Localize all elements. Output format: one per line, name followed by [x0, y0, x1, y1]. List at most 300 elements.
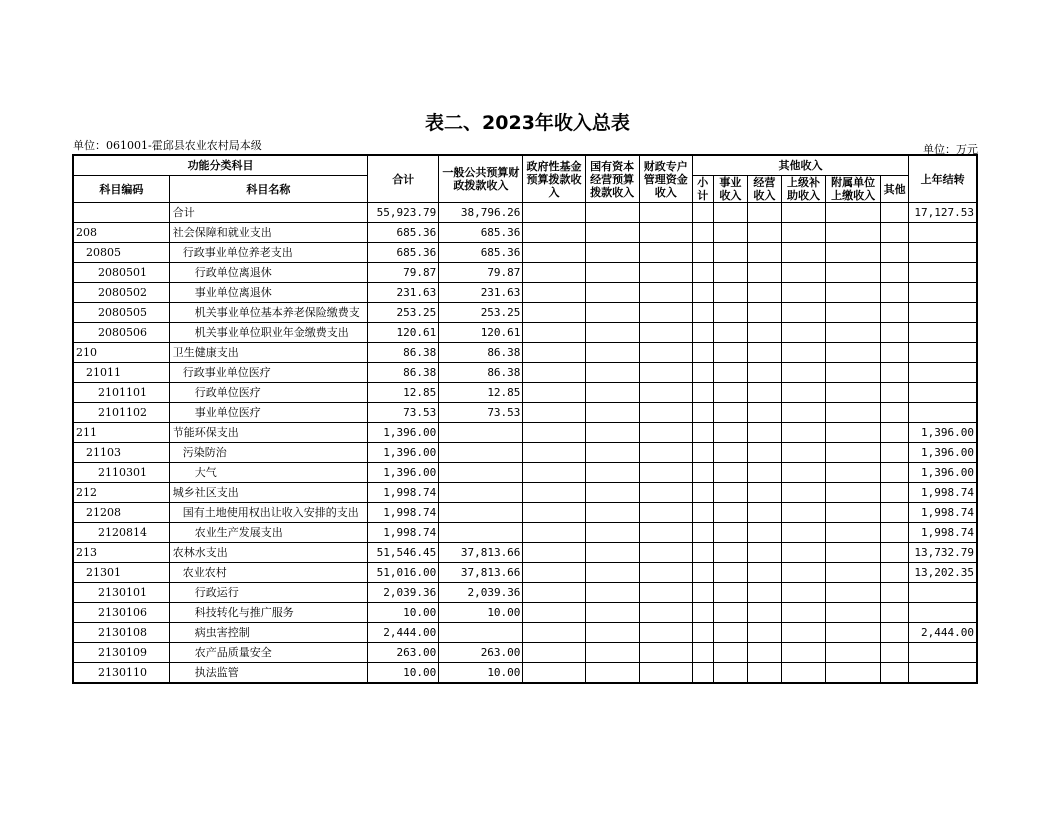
- cell-superior-subsidy: [781, 323, 825, 343]
- cell-other: [881, 643, 909, 663]
- cell-business: [713, 483, 747, 503]
- cell-gov-fund: [523, 303, 585, 323]
- cell-code: 2130106: [73, 603, 169, 623]
- table-row: [73, 423, 977, 443]
- cell-affiliated: [826, 203, 881, 223]
- cell-state-capital: [585, 663, 639, 684]
- cell-subtotal: [692, 203, 713, 223]
- cell-business: [713, 403, 747, 423]
- cell-gov-fund: [523, 323, 585, 343]
- cell-other: [881, 603, 909, 623]
- cell-business: [713, 603, 747, 623]
- table-row: [73, 243, 977, 263]
- cell-general: [439, 623, 523, 643]
- cell-superior-subsidy: [781, 523, 825, 543]
- cell-code: [73, 203, 169, 223]
- cell-affiliated: [826, 363, 881, 383]
- unit-label-right: 单位：万元: [923, 143, 978, 156]
- table-row: [73, 503, 977, 523]
- cell-business: [713, 243, 747, 263]
- cell-carryover: 1,998.74: [909, 503, 977, 523]
- cell-other: [881, 483, 909, 503]
- cell-state-capital: [585, 443, 639, 463]
- cell-name: 节能环保支出: [169, 423, 367, 443]
- cell-name: 农业农村: [169, 563, 367, 583]
- cell-business: [713, 223, 747, 243]
- cell-fiscal-special: [639, 203, 692, 223]
- cell-other: [881, 623, 909, 643]
- cell-affiliated: [826, 483, 881, 503]
- cell-affiliated: [826, 283, 881, 303]
- cell-superior-subsidy: [781, 663, 825, 684]
- cell-business: [713, 343, 747, 363]
- cell-state-capital: [585, 363, 639, 383]
- cell-affiliated: [826, 403, 881, 423]
- cell-state-capital: [585, 223, 639, 243]
- cell-superior-subsidy: [781, 423, 825, 443]
- header-operating: 经营收入: [747, 176, 781, 203]
- cell-affiliated: [826, 423, 881, 443]
- cell-business: [713, 583, 747, 603]
- cell-fiscal-special: [639, 443, 692, 463]
- cell-business: [713, 203, 747, 223]
- cell-name: 行政运行: [169, 583, 367, 603]
- cell-state-capital: [585, 343, 639, 363]
- cell-gov-fund: [523, 523, 585, 543]
- cell-carryover: 1,998.74: [909, 523, 977, 543]
- cell-superior-subsidy: [781, 223, 825, 243]
- cell-gov-fund: [523, 383, 585, 403]
- cell-name: 合计: [169, 203, 367, 223]
- cell-subtotal: [692, 263, 713, 283]
- cell-subtotal: [692, 643, 713, 663]
- cell-name: 农业生产发展支出: [169, 523, 367, 543]
- cell-general: 38,796.26: [439, 203, 523, 223]
- cell-code: 212: [73, 483, 169, 503]
- table-row: [73, 303, 977, 323]
- table-row: [73, 523, 977, 543]
- cell-fiscal-special: [639, 243, 692, 263]
- cell-code: 210: [73, 343, 169, 363]
- cell-other: [881, 543, 909, 563]
- cell-superior-subsidy: [781, 503, 825, 523]
- header-state-capital: 国有资本经营预算拨款收入: [585, 155, 639, 203]
- cell-other: [881, 203, 909, 223]
- cell-other: [881, 503, 909, 523]
- cell-business: [713, 563, 747, 583]
- cell-code: 213: [73, 543, 169, 563]
- cell-total: 10.00: [368, 663, 439, 684]
- cell-business: [713, 503, 747, 523]
- cell-affiliated: [826, 383, 881, 403]
- cell-operating: [747, 363, 781, 383]
- cell-superior-subsidy: [781, 623, 825, 643]
- cell-affiliated: [826, 323, 881, 343]
- cell-gov-fund: [523, 463, 585, 483]
- cell-general: 253.25: [439, 303, 523, 323]
- cell-gov-fund: [523, 263, 585, 283]
- cell-superior-subsidy: [781, 383, 825, 403]
- cell-operating: [747, 423, 781, 443]
- cell-gov-fund: [523, 443, 585, 463]
- cell-operating: [747, 223, 781, 243]
- cell-operating: [747, 443, 781, 463]
- cell-other: [881, 243, 909, 263]
- cell-superior-subsidy: [781, 463, 825, 483]
- header-name: 科目名称: [169, 176, 367, 203]
- cell-operating: [747, 403, 781, 423]
- cell-subtotal: [692, 223, 713, 243]
- cell-superior-subsidy: [781, 243, 825, 263]
- cell-gov-fund: [523, 663, 585, 684]
- cell-code: 2110301: [73, 463, 169, 483]
- cell-superior-subsidy: [781, 563, 825, 583]
- cell-gov-fund: [523, 283, 585, 303]
- cell-code: 2130101: [73, 583, 169, 603]
- table-row: [73, 323, 977, 343]
- cell-total: 2,039.36: [368, 583, 439, 603]
- cell-other: [881, 283, 909, 303]
- cell-fiscal-special: [639, 303, 692, 323]
- cell-superior-subsidy: [781, 283, 825, 303]
- cell-subtotal: [692, 443, 713, 463]
- cell-name: 大气: [169, 463, 367, 483]
- cell-code: 21208: [73, 503, 169, 523]
- cell-other: [881, 323, 909, 343]
- cell-affiliated: [826, 523, 881, 543]
- cell-superior-subsidy: [781, 203, 825, 223]
- cell-name: 农林水支出: [169, 543, 367, 563]
- cell-state-capital: [585, 263, 639, 283]
- cell-affiliated: [826, 563, 881, 583]
- cell-operating: [747, 563, 781, 583]
- cell-business: [713, 423, 747, 443]
- cell-fiscal-special: [639, 403, 692, 423]
- table-row: [73, 443, 977, 463]
- cell-business: [713, 323, 747, 343]
- cell-state-capital: [585, 483, 639, 503]
- cell-superior-subsidy: [781, 583, 825, 603]
- cell-subtotal: [692, 323, 713, 343]
- table-row: [73, 263, 977, 283]
- cell-state-capital: [585, 543, 639, 563]
- cell-name: 国有土地使用权出让收入安排的支出: [169, 503, 367, 523]
- cell-general: 231.63: [439, 283, 523, 303]
- cell-total: 2,444.00: [368, 623, 439, 643]
- cell-code: 21301: [73, 563, 169, 583]
- cell-subtotal: [692, 403, 713, 423]
- cell-general: [439, 523, 523, 543]
- table-row: [73, 603, 977, 623]
- cell-general: 685.36: [439, 243, 523, 263]
- cell-other: [881, 383, 909, 403]
- cell-carryover: [909, 243, 977, 263]
- cell-business: [713, 623, 747, 643]
- cell-operating: [747, 243, 781, 263]
- cell-business: [713, 443, 747, 463]
- cell-other: [881, 223, 909, 243]
- cell-other: [881, 523, 909, 543]
- cell-general: 10.00: [439, 663, 523, 684]
- cell-fiscal-special: [639, 543, 692, 563]
- cell-business: [713, 303, 747, 323]
- cell-operating: [747, 643, 781, 663]
- cell-name: 执法监管: [169, 663, 367, 684]
- cell-general: 37,813.66: [439, 563, 523, 583]
- cell-name: 农产品质量安全: [169, 643, 367, 663]
- cell-code: 2080505: [73, 303, 169, 323]
- cell-subtotal: [692, 583, 713, 603]
- page-title: 表二、2023年收入总表: [425, 112, 630, 134]
- cell-general: 12.85: [439, 383, 523, 403]
- cell-code: 2080501: [73, 263, 169, 283]
- cell-name: 行政事业单位医疗: [169, 363, 367, 383]
- cell-general: 685.36: [439, 223, 523, 243]
- header-func-class: 功能分类科目: [73, 155, 368, 176]
- table-row: [73, 363, 977, 383]
- cell-superior-subsidy: [781, 603, 825, 623]
- cell-code: 2120814: [73, 523, 169, 543]
- cell-fiscal-special: [639, 663, 692, 684]
- cell-operating: [747, 543, 781, 563]
- cell-subtotal: [692, 423, 713, 443]
- cell-code: 2130109: [73, 643, 169, 663]
- cell-business: [713, 523, 747, 543]
- cell-carryover: 1,396.00: [909, 463, 977, 483]
- cell-general: [439, 503, 523, 523]
- cell-fiscal-special: [639, 603, 692, 623]
- cell-total: 51,546.45: [368, 543, 439, 563]
- cell-gov-fund: [523, 403, 585, 423]
- cell-business: [713, 663, 747, 684]
- table-row: [73, 203, 977, 223]
- cell-subtotal: [692, 563, 713, 583]
- cell-superior-subsidy: [781, 443, 825, 463]
- cell-code: 20805: [73, 243, 169, 263]
- header-other-income: 其他收入: [692, 155, 908, 176]
- cell-carryover: 1,396.00: [909, 423, 977, 443]
- cell-fiscal-special: [639, 383, 692, 403]
- cell-general: 86.38: [439, 343, 523, 363]
- cell-superior-subsidy: [781, 643, 825, 663]
- cell-business: [713, 383, 747, 403]
- table-row: [73, 283, 977, 303]
- cell-subtotal: [692, 623, 713, 643]
- cell-total: 79.87: [368, 263, 439, 283]
- cell-other: [881, 443, 909, 463]
- cell-subtotal: [692, 543, 713, 563]
- cell-other: [881, 303, 909, 323]
- cell-carryover: 1,396.00: [909, 443, 977, 463]
- cell-subtotal: [692, 663, 713, 684]
- cell-fiscal-special: [639, 483, 692, 503]
- cell-carryover: [909, 363, 977, 383]
- cell-carryover: [909, 223, 977, 243]
- cell-affiliated: [826, 263, 881, 283]
- header-superior-subsidy: 上级补助收入: [781, 176, 825, 203]
- cell-total: 86.38: [368, 363, 439, 383]
- cell-code: 21103: [73, 443, 169, 463]
- table-row: [73, 643, 977, 663]
- cell-total: 12.85: [368, 383, 439, 403]
- cell-state-capital: [585, 203, 639, 223]
- cell-general: [439, 423, 523, 443]
- cell-carryover: [909, 603, 977, 623]
- cell-state-capital: [585, 523, 639, 543]
- cell-other: [881, 403, 909, 423]
- cell-code: 2101102: [73, 403, 169, 423]
- cell-carryover: 13,202.35: [909, 563, 977, 583]
- cell-name: 污染防治: [169, 443, 367, 463]
- header-other: 其他: [881, 176, 909, 203]
- table-row: [73, 543, 977, 563]
- header-business: 事业收入: [713, 176, 747, 203]
- cell-superior-subsidy: [781, 363, 825, 383]
- cell-gov-fund: [523, 623, 585, 643]
- cell-total: 1,998.74: [368, 523, 439, 543]
- cell-operating: [747, 623, 781, 643]
- cell-affiliated: [826, 503, 881, 523]
- cell-affiliated: [826, 303, 881, 323]
- cell-state-capital: [585, 603, 639, 623]
- cell-operating: [747, 283, 781, 303]
- table-row: [73, 483, 977, 503]
- cell-name: 行政单位离退休: [169, 263, 367, 283]
- table-row: [73, 623, 977, 643]
- cell-general: 263.00: [439, 643, 523, 663]
- cell-name: 城乡社区支出: [169, 483, 367, 503]
- cell-code: 2080502: [73, 283, 169, 303]
- cell-total: 51,016.00: [368, 563, 439, 583]
- cell-subtotal: [692, 603, 713, 623]
- cell-business: [713, 463, 747, 483]
- cell-carryover: [909, 643, 977, 663]
- cell-gov-fund: [523, 563, 585, 583]
- cell-gov-fund: [523, 503, 585, 523]
- cell-gov-fund: [523, 583, 585, 603]
- cell-state-capital: [585, 283, 639, 303]
- header-subtotal: 小计: [692, 176, 713, 203]
- cell-operating: [747, 463, 781, 483]
- cell-state-capital: [585, 563, 639, 583]
- header-affiliated: 附属单位上缴收入: [826, 176, 881, 203]
- cell-carryover: [909, 663, 977, 684]
- income-summary-table: [72, 154, 978, 684]
- cell-fiscal-special: [639, 583, 692, 603]
- cell-other: [881, 563, 909, 583]
- cell-fiscal-special: [639, 343, 692, 363]
- cell-total: 1,396.00: [368, 443, 439, 463]
- cell-code: 2101101: [73, 383, 169, 403]
- cell-code: 211: [73, 423, 169, 443]
- cell-fiscal-special: [639, 423, 692, 443]
- cell-total: 1,998.74: [368, 483, 439, 503]
- cell-other: [881, 343, 909, 363]
- header-fiscal-special: 财政专户管理资金收入: [639, 155, 692, 203]
- cell-operating: [747, 203, 781, 223]
- cell-carryover: [909, 403, 977, 423]
- cell-carryover: 13,732.79: [909, 543, 977, 563]
- cell-affiliated: [826, 343, 881, 363]
- cell-affiliated: [826, 643, 881, 663]
- cell-operating: [747, 303, 781, 323]
- cell-gov-fund: [523, 483, 585, 503]
- cell-name: 机关事业单位职业年金缴费支出: [169, 323, 367, 343]
- cell-state-capital: [585, 423, 639, 443]
- table-row: [73, 563, 977, 583]
- cell-fiscal-special: [639, 503, 692, 523]
- cell-name: 机关事业单位基本养老保险缴费支: [169, 303, 367, 323]
- cell-fiscal-special: [639, 523, 692, 543]
- cell-total: 1,396.00: [368, 423, 439, 443]
- cell-operating: [747, 343, 781, 363]
- cell-gov-fund: [523, 603, 585, 623]
- cell-total: 1,396.00: [368, 463, 439, 483]
- cell-state-capital: [585, 623, 639, 643]
- cell-gov-fund: [523, 543, 585, 563]
- table-row: [73, 663, 977, 684]
- cell-code: 2130108: [73, 623, 169, 643]
- cell-superior-subsidy: [781, 303, 825, 323]
- cell-affiliated: [826, 623, 881, 643]
- cell-carryover: [909, 303, 977, 323]
- cell-carryover: 2,444.00: [909, 623, 977, 643]
- cell-operating: [747, 523, 781, 543]
- cell-operating: [747, 483, 781, 503]
- cell-total: 73.53: [368, 403, 439, 423]
- cell-fiscal-special: [639, 363, 692, 383]
- cell-fiscal-special: [639, 263, 692, 283]
- cell-code: 2130110: [73, 663, 169, 684]
- cell-superior-subsidy: [781, 543, 825, 563]
- cell-total: 685.36: [368, 243, 439, 263]
- cell-fiscal-special: [639, 223, 692, 243]
- cell-fiscal-special: [639, 563, 692, 583]
- cell-fiscal-special: [639, 463, 692, 483]
- cell-name: 行政事业单位养老支出: [169, 243, 367, 263]
- cell-fiscal-special: [639, 283, 692, 303]
- cell-business: [713, 363, 747, 383]
- cell-business: [713, 263, 747, 283]
- cell-carryover: [909, 323, 977, 343]
- cell-affiliated: [826, 583, 881, 603]
- cell-affiliated: [826, 663, 881, 684]
- cell-superior-subsidy: [781, 483, 825, 503]
- cell-total: 231.63: [368, 283, 439, 303]
- cell-subtotal: [692, 463, 713, 483]
- cell-affiliated: [826, 443, 881, 463]
- cell-carryover: 1,998.74: [909, 483, 977, 503]
- cell-total: 263.00: [368, 643, 439, 663]
- cell-name: 科技转化与推广服务: [169, 603, 367, 623]
- cell-gov-fund: [523, 363, 585, 383]
- table-row: [73, 403, 977, 423]
- cell-state-capital: [585, 303, 639, 323]
- cell-state-capital: [585, 643, 639, 663]
- cell-code: 21011: [73, 363, 169, 383]
- header-carryover: 上年结转: [909, 155, 977, 203]
- header-code: 科目编码: [73, 176, 169, 203]
- cell-fiscal-special: [639, 643, 692, 663]
- cell-affiliated: [826, 223, 881, 243]
- cell-affiliated: [826, 543, 881, 563]
- cell-other: [881, 263, 909, 283]
- header-gov-fund: 政府性基金预算拨款收入: [523, 155, 585, 203]
- cell-affiliated: [826, 463, 881, 483]
- cell-subtotal: [692, 303, 713, 323]
- cell-operating: [747, 323, 781, 343]
- cell-name: 行政单位医疗: [169, 383, 367, 403]
